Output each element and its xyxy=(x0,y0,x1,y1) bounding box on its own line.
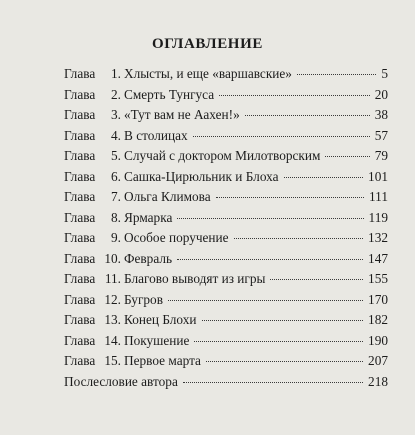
toc-row xyxy=(64,251,388,272)
toc-chapter-number: 1. xyxy=(111,66,121,81)
toc-row xyxy=(64,312,388,333)
toc-chapter-number: 3. xyxy=(111,107,121,122)
toc-row xyxy=(64,333,388,354)
toc-chapter-title: Февраль xyxy=(124,250,173,266)
dot-leader xyxy=(325,156,369,157)
toc-chapter-word: Глава xyxy=(64,353,96,368)
toc-chapter-number: 11. xyxy=(104,271,121,286)
toc-row-afterword xyxy=(64,374,388,395)
toc-page-number: 38 xyxy=(374,107,388,122)
toc-chapter-word: Глава xyxy=(64,66,96,81)
page-title: ОГЛАВЛЕНИЕ xyxy=(152,36,263,52)
toc-row xyxy=(64,148,388,169)
dot-leader xyxy=(270,279,363,280)
toc-chapter-word: Глава xyxy=(64,230,96,245)
toc-row xyxy=(64,353,388,374)
dot-leader xyxy=(297,74,376,75)
toc-chapter-title: Сашка-Цирюльник и Блоха xyxy=(124,168,279,184)
toc-page-number: 20 xyxy=(374,86,388,102)
toc-chapter-word: Глава xyxy=(64,291,96,307)
toc-page-number: 5 xyxy=(381,66,388,81)
toc-page-number: 57 xyxy=(374,127,388,143)
toc-chapter-title: Благово выводят из игры xyxy=(124,271,266,286)
toc-row xyxy=(64,66,388,87)
toc-chapter-title: Ольга Климова xyxy=(124,189,211,204)
toc-chapter-title: Случай с доктором Милотворским xyxy=(124,148,321,163)
toc-chapter-title: Первое марта xyxy=(124,353,201,368)
toc-chapter-word: Глава xyxy=(64,332,96,348)
toc-chapter-title: Ярмарка xyxy=(124,209,173,225)
toc-row xyxy=(64,107,388,128)
toc-entries xyxy=(64,66,388,374)
toc-chapter-number: 10. xyxy=(104,250,121,266)
toc-row xyxy=(64,292,388,313)
dot-leader xyxy=(206,361,363,362)
dot-leader xyxy=(284,177,364,178)
toc-chapter-word: Глава xyxy=(64,189,96,204)
toc-chapter-word: Глава xyxy=(64,271,96,286)
toc-chapter-title: Покушение xyxy=(124,332,190,348)
toc-chapter-number: 15. xyxy=(104,353,121,368)
toc-page-number: 190 xyxy=(368,332,388,348)
toc-chapter-number: 7. xyxy=(111,189,121,204)
toc-page-number: 155 xyxy=(368,271,388,286)
toc-chapter-number: 6. xyxy=(111,168,121,184)
toc-chapter-title: Особое поручение xyxy=(124,230,229,245)
toc-chapter-word: Глава xyxy=(64,107,96,122)
dot-leader xyxy=(216,197,364,198)
toc-chapter-number: 12. xyxy=(104,291,121,307)
toc-row xyxy=(64,210,388,231)
toc-afterword-title: Послесловие автора xyxy=(64,373,178,389)
dot-leader xyxy=(194,341,363,342)
toc-chapter-number: 8. xyxy=(111,209,121,225)
toc-chapter-title: В столицах xyxy=(124,127,188,143)
toc-chapter-number: 9. xyxy=(111,230,121,245)
toc-page-number: 101 xyxy=(368,168,388,184)
toc-page-number: 79 xyxy=(374,148,388,163)
toc-chapter-title: Бугров xyxy=(124,291,163,307)
dot-leader xyxy=(234,238,363,239)
toc-row xyxy=(64,87,388,108)
table-of-contents xyxy=(64,66,388,394)
dot-leader xyxy=(183,382,363,383)
toc-chapter-word: Глава xyxy=(64,209,96,225)
toc-chapter-word: Глава xyxy=(64,168,96,184)
toc-chapter-title: «Тут вам не Аахен!» xyxy=(124,107,240,122)
toc-chapter-word: Глава xyxy=(64,148,96,163)
toc-afterword-page: 218 xyxy=(368,373,388,389)
toc-page-number: 182 xyxy=(368,312,388,327)
toc-chapter-number: 5. xyxy=(111,148,121,163)
toc-row xyxy=(64,230,388,251)
toc-chapter-number: 2. xyxy=(111,86,121,102)
toc-page-number: 147 xyxy=(368,250,388,266)
toc-row xyxy=(64,169,388,190)
toc-chapter-title: Конец Блохи xyxy=(124,312,197,327)
toc-page-number: 170 xyxy=(368,291,388,307)
dot-leader xyxy=(245,115,370,116)
toc-chapter-number: 14. xyxy=(104,332,121,348)
dot-leader xyxy=(219,95,370,96)
dot-leader xyxy=(177,259,363,260)
toc-page-number: 207 xyxy=(368,353,388,368)
toc-chapter-word: Глава xyxy=(64,250,96,266)
dot-leader xyxy=(177,218,363,219)
dot-leader xyxy=(168,300,363,301)
toc-page-number: 111 xyxy=(369,189,388,204)
toc-page-number: 132 xyxy=(368,230,388,245)
toc-chapter-number: 13. xyxy=(104,312,121,327)
toc-row xyxy=(64,128,388,149)
toc-chapter-title: Смерть Тунгуса xyxy=(124,86,215,102)
dot-leader xyxy=(202,320,364,321)
toc-chapter-word: Глава xyxy=(64,312,96,327)
toc-page-number: 119 xyxy=(368,209,388,225)
toc-row xyxy=(64,189,388,210)
toc-chapter-number: 4. xyxy=(111,127,121,143)
toc-chapter-word: Глава xyxy=(64,127,96,143)
toc-chapter-word: Глава xyxy=(64,86,96,102)
toc-chapter-title: Хлысты, и еще «варшавские» xyxy=(124,66,292,81)
dot-leader xyxy=(193,136,370,137)
toc-row xyxy=(64,271,388,292)
